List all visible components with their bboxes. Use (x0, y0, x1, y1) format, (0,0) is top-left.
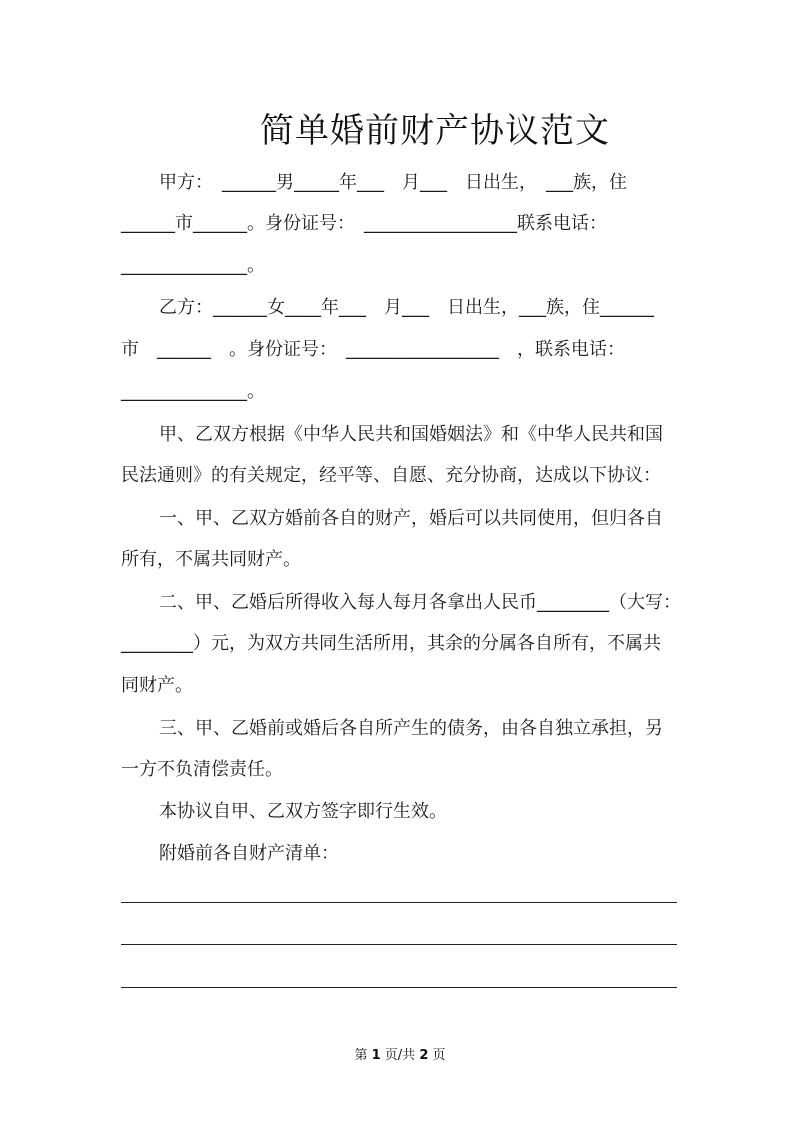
clause-2-line-1: 二、甲、乙婚后所得收入每人每月各拿出人民币________（大写： (159, 592, 681, 613)
footer-current-page: 1 (371, 1048, 381, 1063)
footer-suffix: 页 (432, 1048, 446, 1063)
preamble-line-2: 民法通则》的有关规定，经平等、自愿、充分协商，达成以下协议： (121, 465, 661, 486)
party-b-line-2: 市 ______ 。身份证号： _________________ ，联系电话： (121, 339, 625, 360)
party-b-line-3: ______________。 (121, 381, 265, 402)
property-list-blank-line (121, 902, 677, 903)
clause-3-line-2: 一方不负清偿责任。 (121, 759, 283, 780)
property-list-heading: 附婚前各自财产清单： (159, 843, 339, 864)
clause-1-line-2: 所有，不属共同财产。 (121, 549, 301, 570)
clause-2-line-3: 同财产。 (121, 675, 193, 696)
page-footer (0, 1044, 800, 1063)
party-a-line-1: 甲方： ______男_____年___ 月___ 日出生， ___族，住 (159, 172, 627, 193)
party-a-line-3: ______________。 (121, 255, 265, 276)
clause-3-line-1: 三、甲、乙婚前或婚后各自所产生的债务，由各自独立承担，另 (159, 718, 663, 739)
preamble-line-1: 甲、乙双方根据《中华人民共和国婚姻法》和《中华人民共和国 (159, 424, 663, 445)
footer-total-pages: 2 (419, 1048, 429, 1063)
clause-1-line-1: 一、甲、乙双方婚前各自的财产，婚后可以共同使用，但归各自 (159, 508, 663, 529)
clause-2-line-2: ________）元，为双方共同生活所用，其余的分属各自所有，不属共 (121, 633, 661, 654)
footer-middle: 页/共 (384, 1048, 416, 1063)
property-list-blank-line (121, 987, 677, 988)
document-title: 简单婚前财产协议范文 (260, 111, 610, 151)
footer-prefix: 第 (354, 1048, 368, 1063)
property-list-blank-line (121, 944, 677, 945)
effective-clause: 本协议自甲、乙双方签字即行生效。 (159, 801, 447, 822)
party-a-line-2: ______市______。身份证号： _________________联系电话： (121, 213, 607, 234)
party-b-line-1: 乙方：______女____年___ 月___ 日出生，___族，住______ (159, 297, 654, 318)
